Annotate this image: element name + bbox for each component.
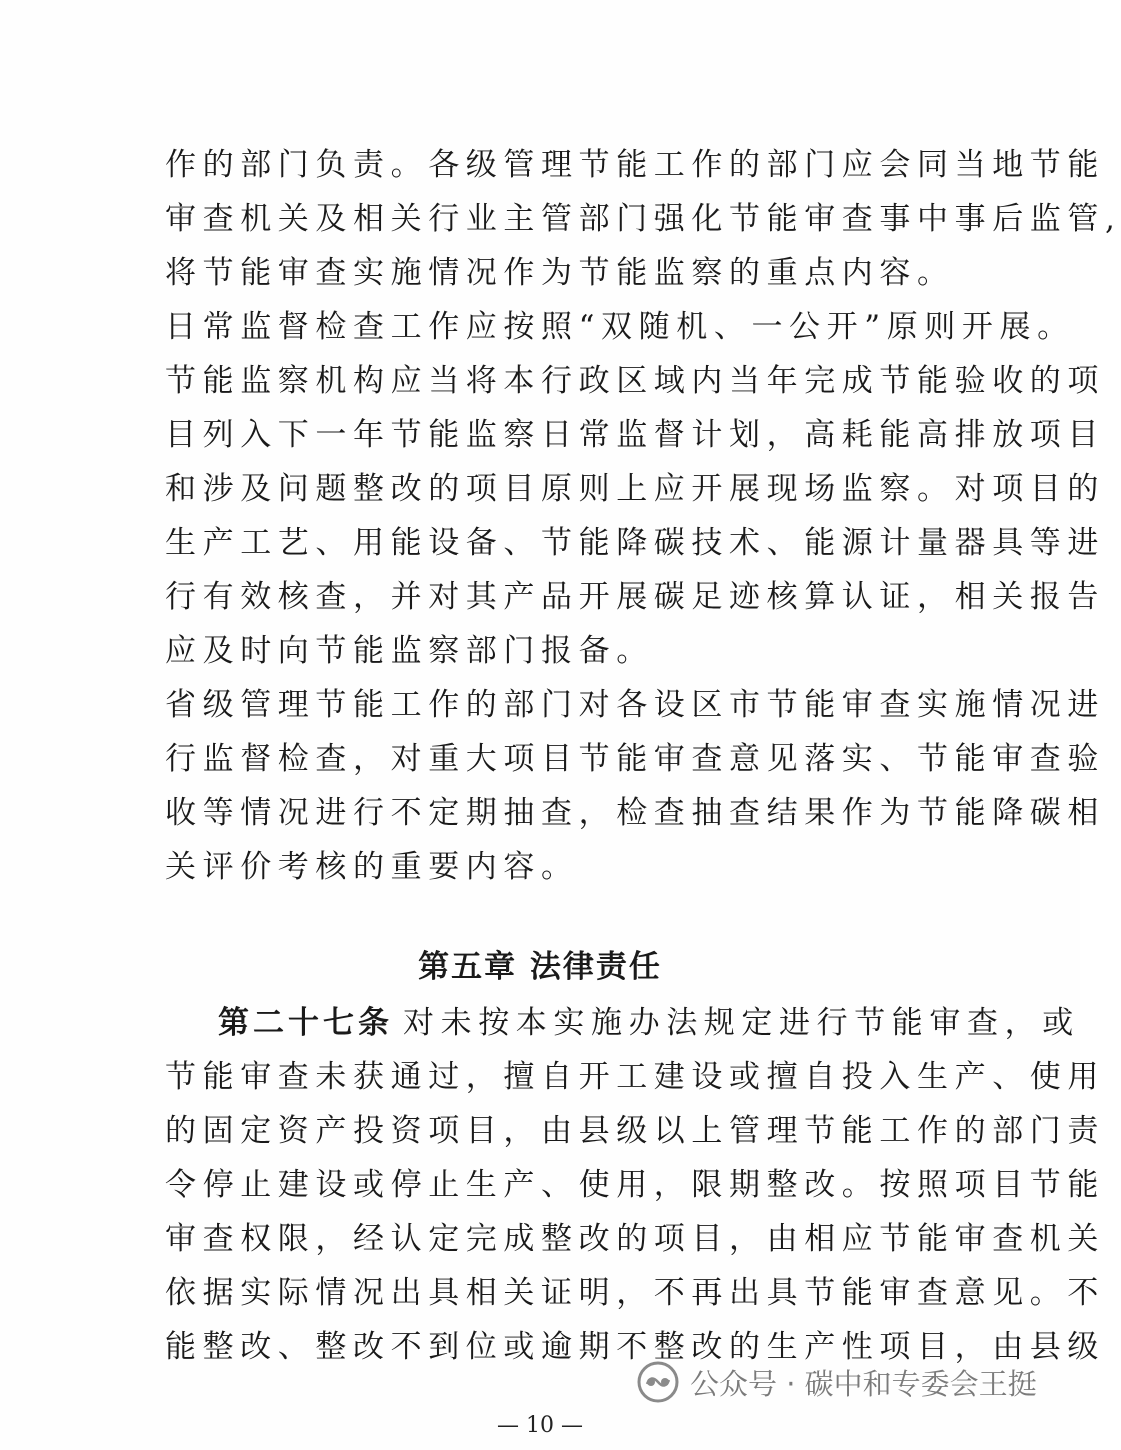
body-line: 审查机关及相关行业主管部门强化节能审查事中事后监管, (165, 201, 1121, 237)
body-line: 收等情况进行不定期抽查，检查抽查结果作为节能降碳相 (165, 795, 1105, 831)
article-line: 依据实际情况出具相关证明，不再出具节能审查意见。不 (165, 1275, 1105, 1311)
body-line: 行有效核查，并对其产品开展碳足迹核算认证，相关报告 (165, 579, 1105, 615)
wechat-watermark (636, 1358, 1037, 1406)
watermark-text: 公众号 · 碳中和专委会王挺 (690, 1366, 1037, 1401)
body-line: 应及时向节能监察部门报备。 (165, 633, 654, 669)
body-line: 节能监察机构应当将本行政区域内当年完成节能验收的项 (165, 363, 1105, 399)
article-heading: 第二十七条 (218, 1005, 393, 1041)
chapter-title: 第五章 法律责任 (418, 949, 662, 985)
body-line: 作的部门负责。各级管理节能工作的部门应会同当地节能 (165, 147, 1105, 183)
body-line: 行监督检查，对重大项目节能审查意见落实、节能审查验 (165, 741, 1105, 777)
article-line: 审查权限，经认定完成整改的项目，由相应节能审查机关 (165, 1221, 1105, 1257)
article-first-line (218, 996, 1080, 1050)
body-line: 和涉及问题整改的项目原则上应开展现场监察。对项目的 (165, 471, 1105, 507)
wechat-icon (636, 1360, 680, 1404)
body-line: 日常监督检查工作应按照“双随机、一公开”原则开展。 (165, 309, 1075, 345)
body-line: 关评价考核的重要内容。 (165, 849, 579, 885)
body-line: 将节能审查实施情况作为节能监察的重点内容。 (165, 255, 955, 291)
article-line: 能整改、整改不到位或逾期不整改的生产性项目，由县级 (165, 1329, 1105, 1365)
body-line: 省级管理节能工作的部门对各设区市节能审查实施情况进 (165, 687, 1105, 723)
article-line: 令停止建设或停止生产、使用，限期整改。按照项目节能 (165, 1167, 1105, 1203)
body-line: 目列入下一年节能监察日常监督计划，高耗能高排放项目 (165, 417, 1105, 453)
article-line: 的固定资产投资项目，由县级以上管理节能工作的部门责 (165, 1113, 1105, 1149)
body-line: 生产工艺、用能设备、节能降碳技术、能源计量器具等进 (165, 525, 1105, 561)
article-first-text: 对未按本实施办法规定进行节能审查，或 (403, 1005, 1080, 1041)
article-line: 节能审查未获通过，擅自开工建设或擅自投入生产、使用 (165, 1059, 1105, 1095)
page-number: — 10 — (497, 1413, 583, 1438)
